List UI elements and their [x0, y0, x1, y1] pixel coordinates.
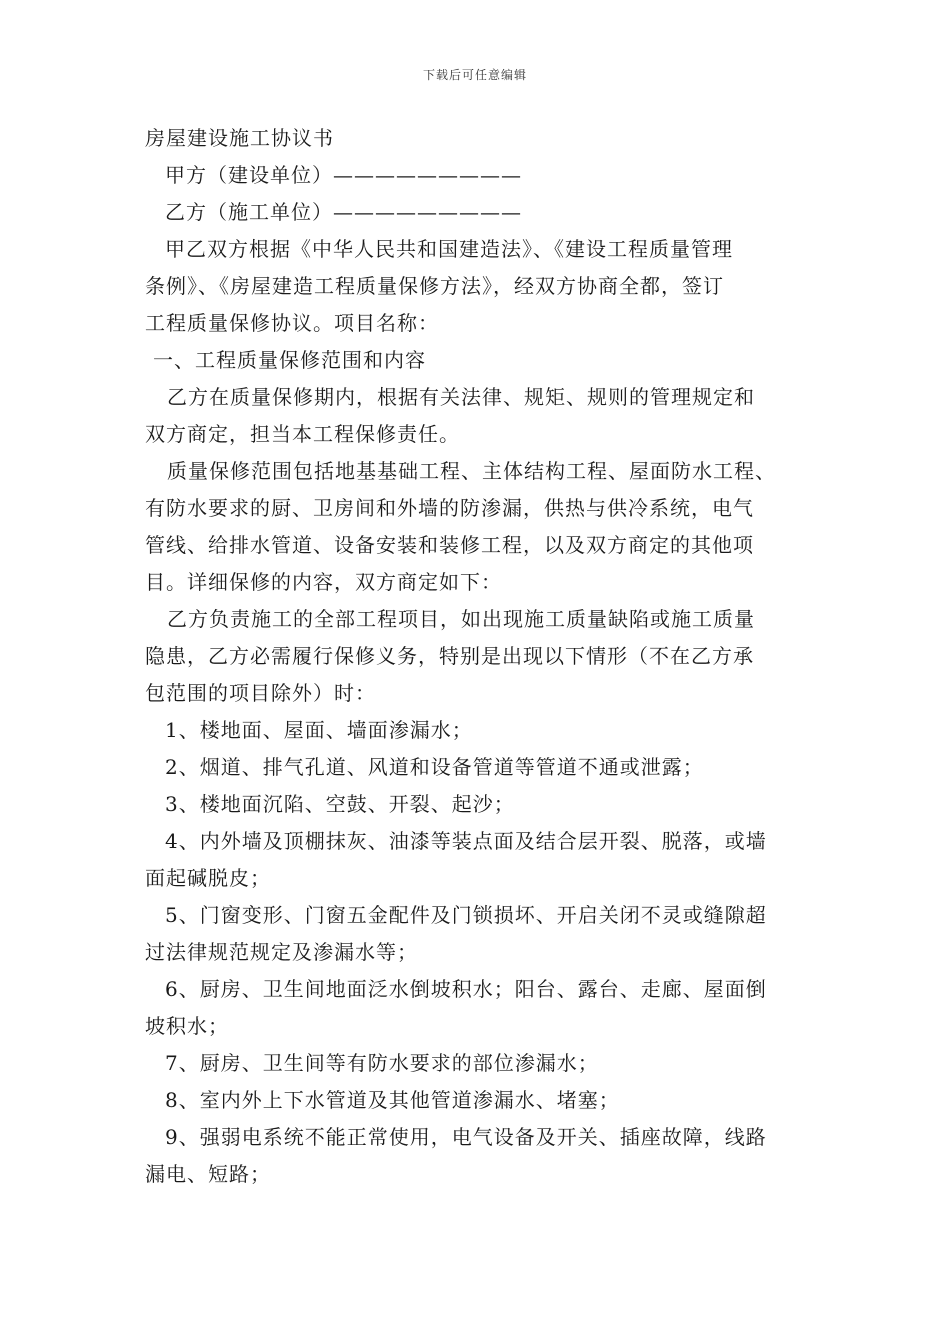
list-item-continuation: 面起碱脱皮； — [145, 866, 271, 890]
paragraph-line: 包范围的项目除外）时： — [145, 681, 376, 705]
paragraph-line: 工程质量保修协议。项目名称： — [145, 311, 439, 335]
list-item: 7、厨房、卫生间等有防水要求的部位渗漏水； — [165, 1051, 599, 1075]
list-item: 6、厨房、卫生间地面泛水倒坡积水；阳台、露台、走廊、屋面倒 — [165, 977, 767, 1001]
list-item: 2、烟道、排气孔道、风道和设备管道等管道不通或泄露； — [165, 755, 704, 779]
paragraph-line: 质量保修范围包括地基基础工程、主体结构工程、屋面防水工程、 — [167, 459, 776, 483]
paragraph-line: 有防水要求的厨、卫房间和外墙的防渗漏，供热与供冷系统，电气 — [145, 496, 754, 520]
page-header-note: 下载后可任意编辑 — [422, 68, 527, 82]
section-heading: 一、工程质量保修范围和内容 — [153, 348, 426, 372]
party-a-line: 甲方（建设单位）————————— — [165, 163, 522, 187]
list-item: 8、室内外上下水管道及其他管道渗漏水、堵塞； — [165, 1088, 620, 1112]
list-item: 5、门窗变形、门窗五金配件及门锁损坏、开启关闭不灵或缝隙超 — [165, 903, 767, 927]
paragraph-line: 隐患，乙方必需履行保修义务，特别是出现以下情形（不在乙方承 — [145, 644, 754, 668]
paragraph-line: 条例》、《房屋建造工程质量保修方法》，经双方协商全都，签订 — [145, 274, 724, 298]
paragraph-line: 乙方在质量保修期内，根据有关法律、规矩、规则的管理规定和 — [167, 385, 755, 409]
paragraph-line: 管线、给排水管道、设备安装和装修工程，以及双方商定的其他项 — [145, 533, 754, 557]
list-item: 3、楼地面沉陷、空鼓、开裂、起沙； — [165, 792, 515, 816]
party-b-line: 乙方（施工单位）————————— — [165, 200, 522, 224]
list-item: 1、楼地面、屋面、墙面渗漏水； — [165, 718, 473, 742]
paragraph-line: 双方商定，担当本工程保修责任。 — [145, 422, 460, 446]
list-item: 4、内外墙及顶棚抹灰、油漆等装点面及结合层开裂、脱落，或墙 — [165, 829, 767, 853]
list-item: 9、强弱电系统不能正常使用，电气设备及开关、插座故障，线路 — [165, 1125, 767, 1149]
list-item-continuation: 漏电、短路； — [145, 1162, 271, 1186]
document-title: 房屋建设施工协议书 — [145, 126, 334, 150]
paragraph-line: 目。详细保修的内容，双方商定如下： — [145, 570, 502, 594]
list-item-continuation: 坡积水； — [145, 1014, 229, 1038]
paragraph-line: 乙方负责施工的全部工程项目，如出现施工质量缺陷或施工质量 — [167, 607, 755, 631]
document-body — [145, 120, 810, 1193]
list-item-continuation: 过法律规范规定及渗漏水等； — [145, 940, 418, 964]
paragraph-line: 甲乙双方根据《中华人民共和国建造法》、《建设工程质量管理 — [165, 237, 733, 261]
